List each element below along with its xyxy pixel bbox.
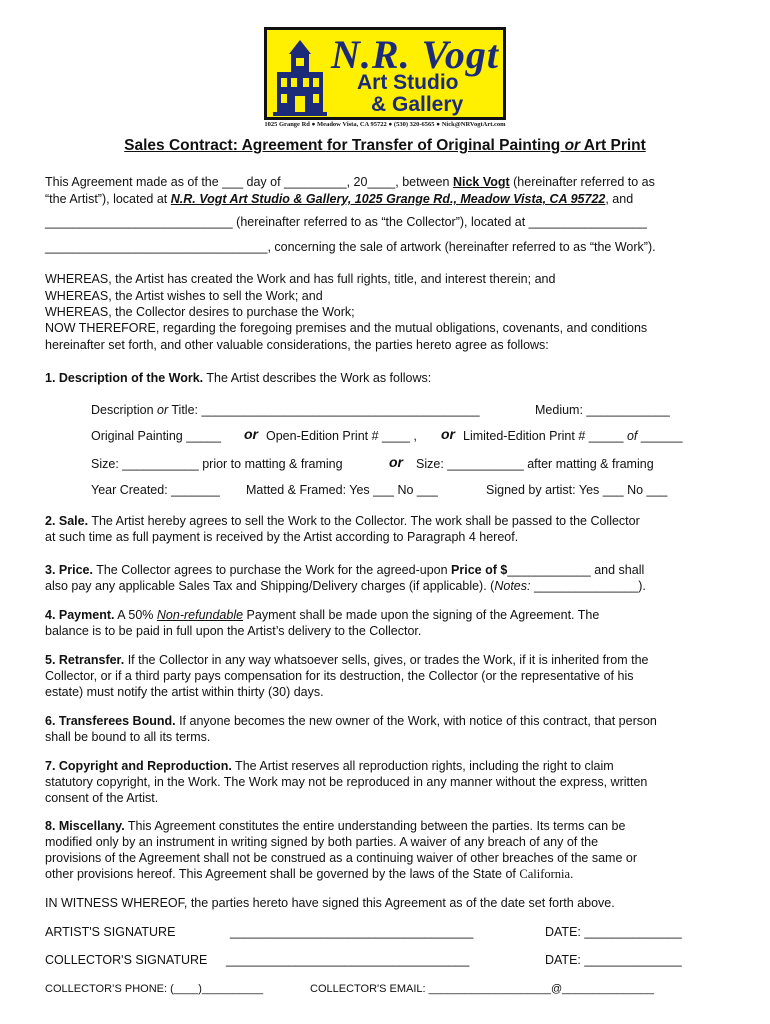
section-5-line-1 bbox=[45, 652, 649, 668]
section-6-text: If anyone becomes the new owner of the Work, with notice of this contract, that person bbox=[175, 714, 657, 728]
artist-signature-line[interactable]: ___________________________________ bbox=[230, 925, 474, 939]
building-icon bbox=[271, 38, 329, 118]
medium-field[interactable]: Medium: ____________ bbox=[535, 403, 670, 417]
title-post: Art Print bbox=[580, 137, 646, 154]
price-field[interactable]: ____________ and shall bbox=[507, 563, 645, 577]
open-edition-field[interactable]: Open-Edition Print # ____ , bbox=[266, 429, 417, 443]
section-8-text: This Agreement constitutes the entire understanding between the parties. Its terms can be bbox=[124, 819, 626, 833]
artist-name: Nick Vogt bbox=[452, 175, 510, 189]
whereas-line: NOW THEREFORE, regarding the foregoing premises and the mutual obligations, covenants, and conditions bbox=[45, 321, 648, 335]
intro-line-2 bbox=[45, 191, 633, 207]
logo-address: 1025 Grange Rd ● Meadow Vista, CA 95722 ● (530) 320-6565 ● Nick@NRVogtArt.com bbox=[264, 121, 506, 128]
intro-text: , and bbox=[605, 192, 634, 206]
section-3-line-2 bbox=[45, 578, 646, 594]
logo-gallery: & Gallery bbox=[371, 93, 464, 116]
of-label: of bbox=[626, 429, 638, 443]
intro-text: “the Artist”), located at bbox=[45, 192, 171, 206]
or-label: or bbox=[441, 426, 455, 442]
section-1-text: The Artist describes the Work as follows: bbox=[203, 371, 432, 385]
year-created-field[interactable]: Year Created: _______ bbox=[91, 483, 220, 497]
section-7-line-1 bbox=[45, 758, 614, 774]
section-4-text: A 50% bbox=[114, 608, 157, 622]
section-4-line-1 bbox=[45, 607, 599, 623]
section-8-text: other provisions hereof. This Agreement shall be governed by the laws of the State of bbox=[45, 867, 520, 881]
limited-edition-field[interactable] bbox=[463, 428, 683, 444]
section-8-line-4 bbox=[45, 866, 574, 882]
logo-name: N.R. Vogt bbox=[331, 32, 499, 77]
size-before-field[interactable]: Size: ___________ prior to matting & framing bbox=[91, 457, 343, 471]
collector-email-field[interactable]: COLLECTOR'S EMAIL: ____________________@_______________ bbox=[310, 983, 654, 995]
governing-state: California bbox=[519, 867, 571, 881]
section-6-line-1 bbox=[45, 713, 657, 729]
whereas-line: WHEREAS, the Artist wishes to sell the Work; and bbox=[45, 289, 323, 303]
price-label: Price of $ bbox=[451, 563, 508, 577]
intro-line-4: ________________________________, concerning the sale of artwork (hereinafter referred to as “the Work”). bbox=[45, 240, 656, 254]
title-field: Title: ________________________________________ bbox=[168, 403, 480, 417]
notes-label: Notes: bbox=[494, 579, 531, 593]
collector-signature-label: COLLECTOR'S SIGNATURE bbox=[45, 953, 208, 967]
description-label: Description bbox=[91, 403, 157, 417]
whereas-line: WHEREAS, the Artist has created the Work and has full rights, title, and interest therein; and bbox=[45, 272, 556, 286]
signed-by-artist-field[interactable]: Signed by artist: Yes ___ No ___ bbox=[486, 483, 668, 497]
section-6-line-2: shall be bound to all its terms. bbox=[45, 730, 211, 744]
section-7-line-3: consent of the Artist. bbox=[45, 791, 159, 805]
section-4-text: Payment shall be made upon the signing of the Agreement. The bbox=[243, 608, 600, 622]
or-label: or bbox=[389, 454, 403, 470]
section-3-text: The Collector agrees to purchase the Work for the agreed-upon bbox=[92, 563, 452, 577]
witness-statement: IN WITNESS WHEREOF, the parties hereto have signed this Agreement as of the date set forth above. bbox=[45, 896, 615, 910]
original-painting-field[interactable]: Original Painting _____ bbox=[91, 429, 221, 443]
title-pre: Sales Contract: Agreement for Transfer of Original Painting bbox=[124, 137, 565, 154]
artist-date-field[interactable]: DATE: ______________ bbox=[545, 925, 682, 939]
section-5-line-3: estate) must notify the artist within thirty (30) days. bbox=[45, 685, 324, 699]
artist-location: N.R. Vogt Art Studio & Gallery, 1025 Grange Rd., Meadow Vista, CA 95722 bbox=[170, 192, 606, 206]
description-field[interactable] bbox=[91, 402, 480, 418]
section-2-line-2: at such time as full payment is received by the Artist according to Paragraph 4 hereof. bbox=[45, 530, 519, 544]
collector-date-field[interactable]: DATE: ______________ bbox=[545, 953, 682, 967]
section-4-line-2: balance is to be paid in full upon the Artist’s delivery to the Collector. bbox=[45, 624, 422, 638]
or-label: or bbox=[244, 426, 258, 442]
section-2-heading: 2. Sale. bbox=[45, 514, 89, 528]
intro-line-3: ___________________________ (hereinafter referred to as “the Collector”), located at _________________ bbox=[45, 215, 647, 229]
description-or: or bbox=[157, 403, 169, 417]
studio-logo bbox=[264, 27, 506, 120]
non-refundable-label: Non-refundable bbox=[156, 608, 244, 622]
artist-signature-label: ARTIST'S SIGNATURE bbox=[45, 925, 176, 939]
section-8-line-1 bbox=[45, 818, 625, 834]
section-1-heading: 1. Description of the Work. bbox=[45, 371, 204, 385]
section-4-heading: 4. Payment. bbox=[45, 608, 115, 622]
intro-line-1 bbox=[45, 174, 655, 190]
section-8-line-2: modified only by an instrument in writing signed by both parties. A waiver of any breach of any of the bbox=[45, 835, 599, 849]
section-2-line-1 bbox=[45, 513, 640, 529]
section-2-text: The Artist hereby agrees to sell the Work to the Collector. The work shall be passed to the Collector bbox=[88, 514, 640, 528]
collector-signature-line[interactable]: ___________________________________ bbox=[226, 953, 470, 967]
collector-phone-field[interactable]: COLLECTOR’S PHONE: (____)__________ bbox=[45, 983, 264, 995]
section-5-line-2: Collector, or if a third party pays compensation for its destruction, the Collector (or the representative of his bbox=[45, 669, 634, 683]
intro-text: (hereinafter referred to as bbox=[509, 175, 655, 189]
section-7-heading: 7. Copyright and Reproduction. bbox=[45, 759, 232, 773]
section-8-heading: 8. Miscellany. bbox=[45, 819, 125, 833]
section-5-text: If the Collector in any way whatsoever sells, gives, or trades the Work, if it is inherited from the bbox=[124, 653, 649, 667]
section-7-line-2: statutory copyright, in the Work. The Work may not be reproduced in any manner without the express, written bbox=[45, 775, 648, 789]
title-or: or bbox=[564, 137, 581, 154]
whereas-line: WHEREAS, the Collector desires to purchase the Work; bbox=[45, 305, 355, 319]
limited-edition-label: Limited-Edition Print # _____ bbox=[463, 429, 627, 443]
of-blank: ______ bbox=[637, 429, 683, 443]
whereas-line: hereinafter set forth, and other valuable considerations, the parties hereto agree as follows: bbox=[45, 338, 549, 352]
notes-field[interactable]: _______________). bbox=[530, 579, 646, 593]
page-title bbox=[0, 137, 770, 155]
size-after-field[interactable]: Size: ___________ after matting & framing bbox=[416, 457, 654, 471]
intro-text: This Agreement made as of the ___ day of _________, 20____, between bbox=[45, 175, 453, 189]
section-1-heading-line bbox=[45, 370, 431, 386]
logo-art-studio: Art Studio bbox=[357, 71, 459, 94]
matted-framed-field[interactable]: Matted & Framed: Yes ___ No ___ bbox=[246, 483, 438, 497]
section-8-text: . bbox=[570, 867, 574, 881]
section-3-heading: 3. Price. bbox=[45, 563, 93, 577]
section-6-heading: 6. Transferees Bound. bbox=[45, 714, 176, 728]
section-7-text: The Artist reserves all reproduction rights, including the right to claim bbox=[231, 759, 614, 773]
section-3-text: also pay any applicable Sales Tax and Shipping/Delivery charges (if applicable). ( bbox=[45, 579, 495, 593]
section-5-heading: 5. Retransfer. bbox=[45, 653, 125, 667]
section-8-line-3: provisions of the Agreement shall not be construed as a continuing waiver of other breaches of the same or bbox=[45, 851, 638, 865]
section-3-line-1 bbox=[45, 562, 644, 578]
